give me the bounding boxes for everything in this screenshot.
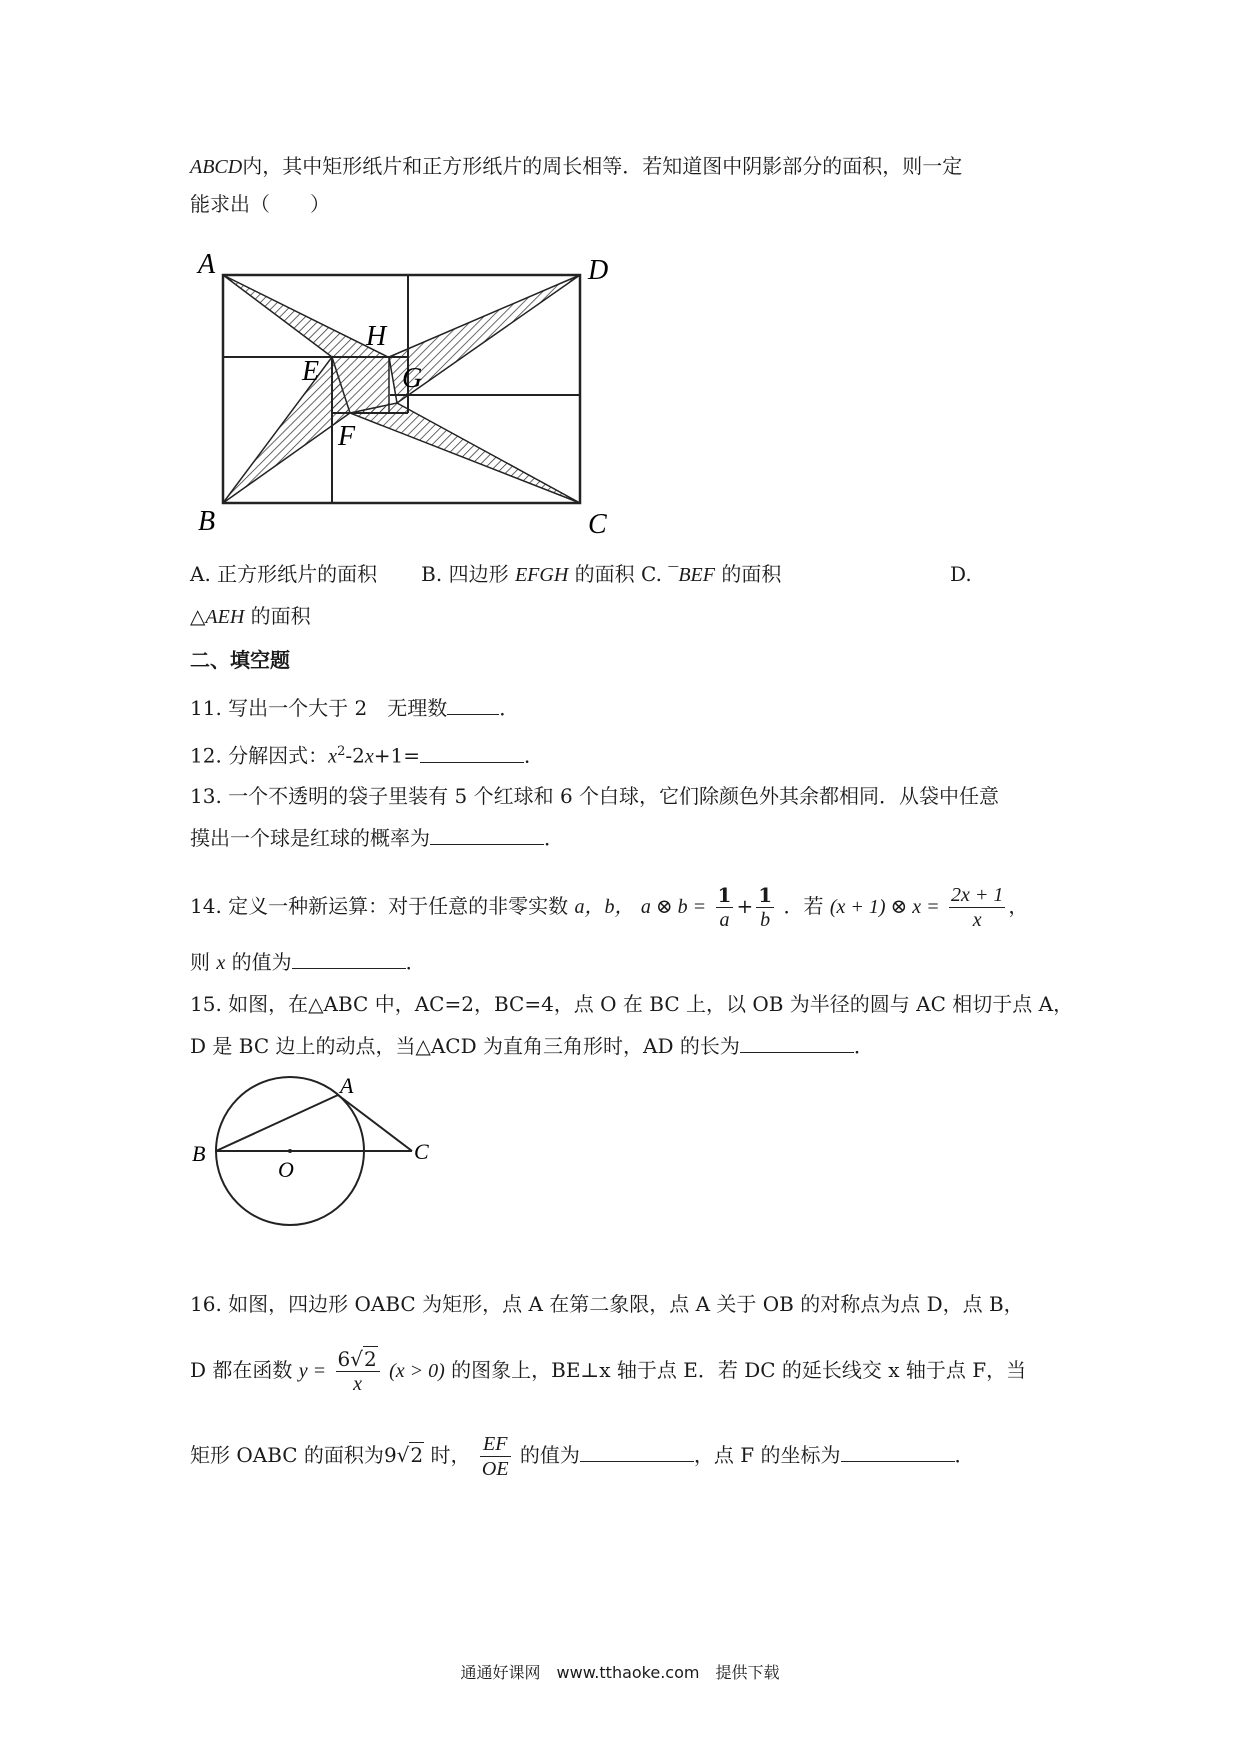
q12-expr-d: +1= [373,743,420,768]
q14-frac2 [756,883,774,932]
q10-line2: 能求出（ ） [190,192,330,216]
q16-area-rad: 2 [410,1443,424,1467]
q13-text: 摸出一个球是红球的概率为 [190,826,430,850]
q14-line2-var: x [216,952,226,974]
q12-prefix: 12. 分解因式： [190,743,329,768]
point-o [288,1149,292,1153]
q16-func-den: x [353,1373,363,1395]
q14-frac1-num: 1 [717,883,732,907]
q10-line1 [190,152,962,181]
page-footer: 通通好课网 www.tthaoke.com 提供下载 [460,1663,780,1682]
q14-mid: ．若 [783,894,824,918]
option-b-suffix: 的面积 [574,562,635,586]
q13-end: ． [544,826,564,850]
option-c-var: BEF [678,564,715,586]
q16-line3 [190,1425,975,1485]
q12 [190,738,544,771]
q14-line1 [190,876,1028,937]
q16-ratio [480,1432,511,1481]
q15-text: D 是 BC 边上的动点，当△ACD 为直角三角形时，AD 的长为 [190,1034,740,1058]
q12-x1: x [328,745,338,768]
option-a: A. 正方形纸片的面积 [190,562,378,586]
sqrt-icon: √ [350,1347,363,1371]
label-G: G [402,363,423,394]
q11-blank [447,694,499,715]
shade-efgh [332,357,389,413]
q16-end: ． [954,1443,975,1467]
q14-line2-text: 的值为 [231,950,292,974]
q14-frac2-den: b [760,909,771,931]
triangle-icon: ‾ [668,562,679,586]
q15-line1: 15. 如图，在△ABC 中，AC=2，BC=4，点 O 在 BC 上，以 OB 为半径的圆与 AC 相切于点 A， [190,992,1074,1016]
q14-frac1 [716,883,734,932]
option-b-prefix: B. 四边形 [421,562,509,586]
q16-line3-a: 矩形 OABC 的面积为 [190,1443,384,1467]
q12-end: ． [523,743,544,768]
q14-frac3-num: 2x + 1 [951,884,1004,906]
label-B: B [198,506,216,537]
q15-line2 [190,1032,874,1060]
option-d-label: D. [950,562,972,586]
q16-func-lhs: y = [298,1360,327,1382]
q14-prefix: 14. 定义一种新运算：对于任意的非零实数 [190,894,569,918]
q14-lhs: (x + 1) ⊗ x = [829,896,940,918]
q14-plus: + [736,894,754,918]
q12-sup: 2 [337,744,346,759]
q12-blank [420,742,524,763]
q13-blank [430,824,544,845]
q11 [190,694,519,722]
q12-x2: x [364,745,374,768]
label-C: C [414,1139,429,1164]
q14-frac1-den: a [719,909,730,931]
q14-vars: a，b， [574,896,635,918]
q16-area-coef: 9 [383,1443,397,1467]
q14-line2 [190,948,426,977]
q16-num-rad: 2 [363,1347,377,1371]
q14-blank [292,948,406,969]
q10-option-d-line [190,602,311,631]
sqrt-icon: √ [396,1443,410,1467]
q13-line2 [190,824,564,852]
q16-line2-a: D 都在函数 [190,1358,293,1382]
q16-line2-b: 的图象上，BE⊥x 轴于点 E．若 DC 的延长线交 x 轴于点 F，当 [451,1358,1027,1382]
q14-line2-prefix: 则 [190,950,210,974]
q16-line3-b: 时， [430,1443,471,1467]
label-A: A [198,249,216,280]
option-d-suffix: 的面积 [250,604,311,628]
q14-end: ． [405,950,426,974]
q16-line1: 16. 如图，四边形 OABC 为矩形，点 A 在第二象限，点 A 关于 OB 的对称点为点 D，点 B， [190,1292,1024,1316]
option-c-suffix: 的面积 [721,562,782,586]
q14-frac3 [949,883,1005,932]
label-F: F [338,421,356,452]
label-E: E [302,356,320,387]
label-O: O [278,1157,294,1182]
q14-frac2-num: 1 [758,883,773,907]
q14-op: a ⊗ b = [640,896,707,918]
q10-var: ABCD [190,156,243,178]
segment-ac [338,1095,412,1151]
q15-figure [190,1075,440,1235]
q10-options-line [190,560,781,589]
q13-line1: 13. 一个不透明的袋子里装有 5 个红球和 6 个白球，它们除颜色外其余都相同．从袋中任意 [190,784,1000,808]
q16-ratio-den: OE [481,1458,509,1480]
q16-ratio-num: EF [480,1432,511,1457]
q10-text1: 内，其中矩形纸片和正方形纸片的周长相等．若知道图中阴影部分的面积，则一定 [242,154,963,178]
q16-blank2 [841,1441,955,1462]
section-title: 二、填空题 [190,648,290,672]
q16-line3-c: 的值为 [519,1443,580,1467]
q11-end: ． [499,696,520,720]
option-d-var: △AEH [190,606,245,628]
option-c-prefix: C. [641,562,669,586]
label-A: A [340,1075,354,1098]
q15-blank [740,1032,854,1053]
q11-text: 11. 写出一个大于 2 无理数 [190,696,448,720]
q14-comma: ， [1008,894,1029,918]
label-D: D [588,255,609,286]
q10-figure [190,245,630,540]
q16-func-frac [336,1347,380,1396]
label-H: H [366,321,387,352]
label-B: B [192,1141,206,1166]
q16-line2 [190,1340,1026,1401]
label-C: C [588,509,607,540]
q16-func-cond: (x > 0) [389,1360,445,1382]
shade-aeh [223,275,388,357]
q15-end: ． [853,1034,874,1058]
q16-num-coef: 6 [337,1347,351,1371]
q14-frac3-den: x [972,909,982,931]
option-b-var: EFGH [514,564,569,586]
q12-expr-b: -2 [345,743,365,768]
q16-line3-d: ，点 F 的坐标为 [693,1443,841,1467]
q16-blank1 [580,1441,694,1462]
shade-cfg [350,403,580,503]
q16-func-num [336,1347,380,1372]
shade-bef [223,357,350,503]
